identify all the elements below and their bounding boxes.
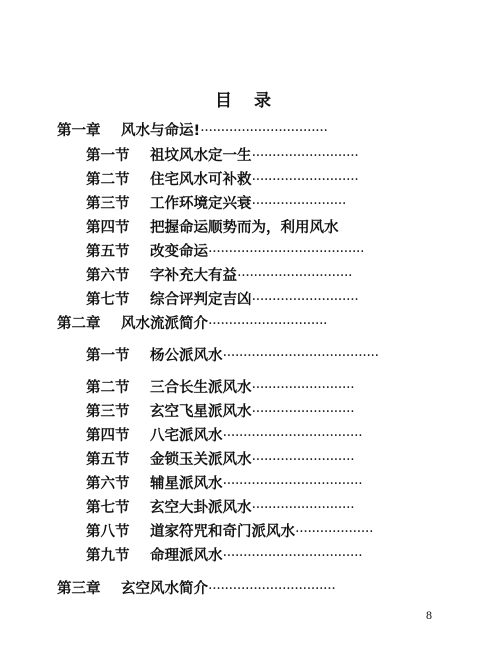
toc-section [86,170,358,190]
leader-dots: ·································· [222,428,363,444]
entry-title: 玄空大卦派风水 [150,500,252,516]
entry-title: 把握命运顺势而为，利用风水 [150,220,339,236]
toc-section [86,218,339,238]
entry-title: 玄空飞星派风水 [150,404,252,420]
page-number: 8 [426,608,432,622]
entry-number: 第六节 [86,268,130,284]
leader-dots: ····························· [208,316,328,332]
leader-dots: ······································ [208,244,365,260]
leader-dots: ······························· [208,581,336,597]
entry-number: 第六节 [86,476,130,492]
leader-dots: ························· [251,380,355,396]
toc-title: 目 录 [215,91,279,111]
leader-dots: ·································· [222,548,363,564]
leader-dots: ························· [251,452,355,468]
toc-section [86,402,354,422]
toc-section [86,450,354,470]
leader-dots: ·························· [251,292,359,308]
toc-chapter-3 [57,579,335,599]
leader-dots: ························· [251,404,355,420]
toc-section [86,474,362,494]
toc-section [86,546,362,566]
entry-title: 风水流派简介 [121,316,208,332]
entry-title: 祖坟风水定一生 [150,148,252,164]
leader-dots: ·························· [251,172,359,188]
entry-title: 道家符咒和奇门派风水 [150,524,295,540]
entry-title: 工作环境定兴衰 [150,196,252,212]
toc-section [86,498,354,518]
toc-section [86,242,364,262]
leader-dots: ······································ [222,348,379,364]
toc-chapter-1 [57,121,328,141]
entry-title: 八宅派风水 [150,428,223,444]
toc-section [86,522,373,542]
entry-number: 第五节 [86,452,130,468]
leader-dots: ······························· [200,123,328,139]
entry-number: 第四节 [86,220,130,236]
toc-section [86,378,354,398]
entry-title: 住宅风水可补救 [150,172,252,188]
leader-dots: ·································· [222,476,363,492]
entry-number: 第三节 [86,196,130,212]
entry-title: 综合评判定吉凶 [150,292,252,308]
entry-title: 改变命运 [150,244,208,260]
entry-number: 第一节 [86,348,130,364]
toc-section [86,146,358,166]
toc-section [86,290,358,310]
entry-title: 命理派风水 [150,548,223,564]
entry-number: 第三章 [57,581,101,597]
toc-section [86,426,362,446]
entry-number: 第九节 [86,548,130,564]
leader-dots: ··················· [295,524,374,540]
entry-number: 第一节 [86,148,130,164]
entry-number: 第七节 [86,292,130,308]
entry-title: 玄空风水简介 [121,581,208,597]
entry-title: 字补充大有益 [150,268,237,284]
entry-number: 第三节 [86,404,130,420]
leader-dots: ························· [251,500,355,516]
entry-number: 第八节 [86,524,130,540]
entry-title: 金锁玉关派风水 [150,452,252,468]
entry-number: 第一章 [57,123,101,139]
entry-number: 第二节 [86,172,130,188]
leader-dots: ······················· [251,196,347,212]
entry-title: 三合长生派风水 [150,380,252,396]
entry-number: 第五节 [86,244,130,260]
entry-number: 第二章 [57,316,101,332]
toc-chapter-2 [57,314,327,334]
entry-number: 第二节 [86,380,130,396]
leader-dots: ·························· [251,148,359,164]
entry-number: 第四节 [86,428,130,444]
toc-section [86,266,352,286]
entry-title: 辅星派风水 [150,476,223,492]
entry-number: 第七节 [86,500,130,516]
leader-dots: ···························· [237,268,353,284]
entry-title: 杨公派风水 [150,348,223,364]
toc-section [86,346,379,366]
toc-section [86,194,346,214]
entry-title: 风水与命运! [121,123,201,139]
